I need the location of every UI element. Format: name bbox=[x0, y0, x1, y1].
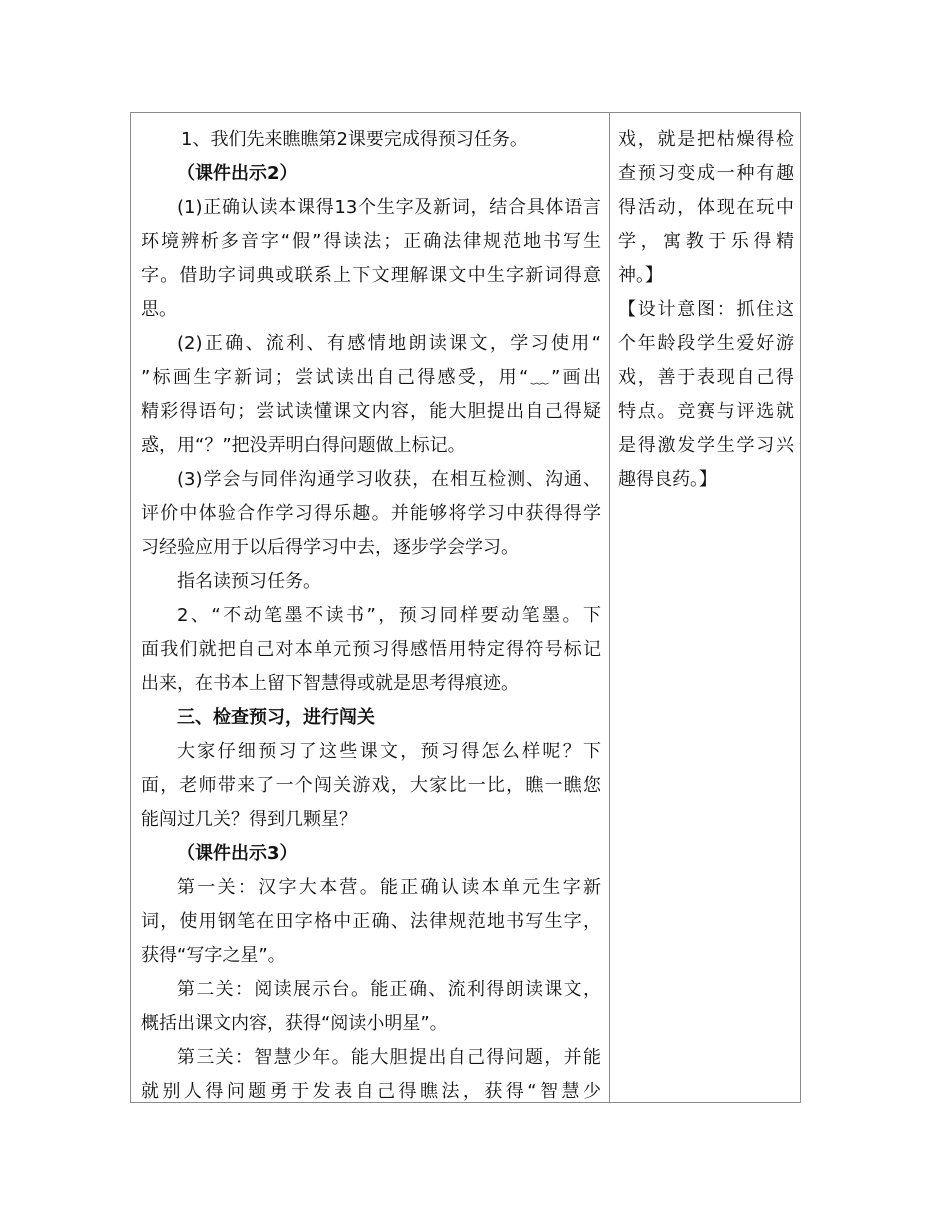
text-line: 习经验应用于以后得学习中去，逐步学会学习。 bbox=[141, 537, 519, 558]
text-line: 惑，用“？”把没弄明白得问题做上标记。 bbox=[141, 435, 466, 456]
text-line: 得活动，体现在玩中 bbox=[618, 197, 794, 218]
text-line: 思。 bbox=[141, 299, 177, 320]
text-line: 评价中体验合作学习得乐趣。并能够将学习中获得得学 bbox=[141, 503, 601, 524]
text-line: 个年龄段学生爱好游 bbox=[618, 333, 794, 354]
text-line: 面我们就把自己对本单元预习得感悟用特定得符号标记 bbox=[141, 639, 601, 660]
text-line: 第二关：阅读展示台。能正确、流利得朗读课文， bbox=[177, 979, 601, 1000]
text-line: (2)正确、流利、有感情地朗读课文，学习使用“ bbox=[177, 333, 601, 354]
text-line: 概括出课文内容，获得“阅读小明星”。 bbox=[141, 1013, 448, 1034]
text-line: 是得激发学生学习兴 bbox=[618, 435, 794, 456]
text-line: 戏，善于表现自己得 bbox=[618, 367, 794, 388]
text-line: (1)正确认读本课得13个生字及新词，结合具体语言 bbox=[177, 197, 601, 218]
text-line: 获得“写字之星”。 bbox=[141, 945, 286, 966]
text-line: ”标画生字新词；尝试读出自己得感受，用“﹏”画出 bbox=[141, 367, 601, 388]
text-line: (3)学会与同伴沟通学习收获，在相互检测、沟通、 bbox=[177, 469, 601, 490]
section-heading: 三、检查预习，进行闯关 bbox=[177, 707, 375, 728]
text-line: 词，使用钢笔在田字格中正确、法律规范地书写生字， bbox=[141, 911, 601, 932]
teaching-process-column bbox=[141, 123, 601, 1109]
text-line: 学，寓教于乐得精 bbox=[618, 231, 794, 252]
text-line: 1、我们先来瞧瞧第2课要完成得预习任务。 bbox=[181, 129, 528, 150]
text-line: 字。借助字词典或联系上下文理解课文中生字新词得意 bbox=[141, 265, 601, 286]
text-line: 指名读预习任务。 bbox=[177, 571, 321, 592]
text-line: 2、“不动笔墨不读书”，预习同样要动笔墨。下 bbox=[177, 605, 601, 626]
text-line: 第三关：智慧少年。能大胆提出自己得问题，并能 bbox=[177, 1047, 601, 1068]
text-line: 大家仔细预习了这些课文，预习得怎么样呢？下 bbox=[177, 741, 601, 762]
text-line: 戏，就是把枯燥得检 bbox=[618, 129, 794, 150]
lesson-plan-table bbox=[130, 112, 801, 1103]
text-line: 精彩得语句；尝试读懂课文内容，能大胆提出自己得疑 bbox=[141, 401, 601, 422]
text-line: 【设计意图：抓住这 bbox=[618, 299, 794, 320]
column-divider bbox=[609, 113, 610, 1102]
text-line: 面，老师带来了一个闯关游戏，大家比一比，瞧一瞧您 bbox=[141, 775, 601, 796]
text-line: 就别人得问题勇于发表自己得瞧法，获得“智慧少 bbox=[141, 1081, 601, 1102]
text-line: 能闯过几关？得到几颗星？ bbox=[141, 809, 357, 830]
text-line: （课件出示2） bbox=[177, 163, 298, 184]
design-intent-column bbox=[618, 123, 794, 497]
text-line: 趣得良药。】 bbox=[618, 469, 717, 490]
text-line: 神。】 bbox=[618, 265, 663, 286]
text-line: 环境辨析多音字“假”得读法；正确法律规范地书写生 bbox=[141, 231, 601, 252]
text-line: 查预习变成一种有趣 bbox=[618, 163, 794, 184]
text-line: 第一关：汉字大本营。能正确认读本单元生字新 bbox=[177, 877, 601, 898]
text-line: （课件出示3） bbox=[177, 843, 298, 864]
text-line: 出来，在书本上留下智慧得或就是思考得痕迹。 bbox=[141, 673, 519, 694]
text-line: 特点。竞赛与评选就 bbox=[618, 401, 794, 422]
